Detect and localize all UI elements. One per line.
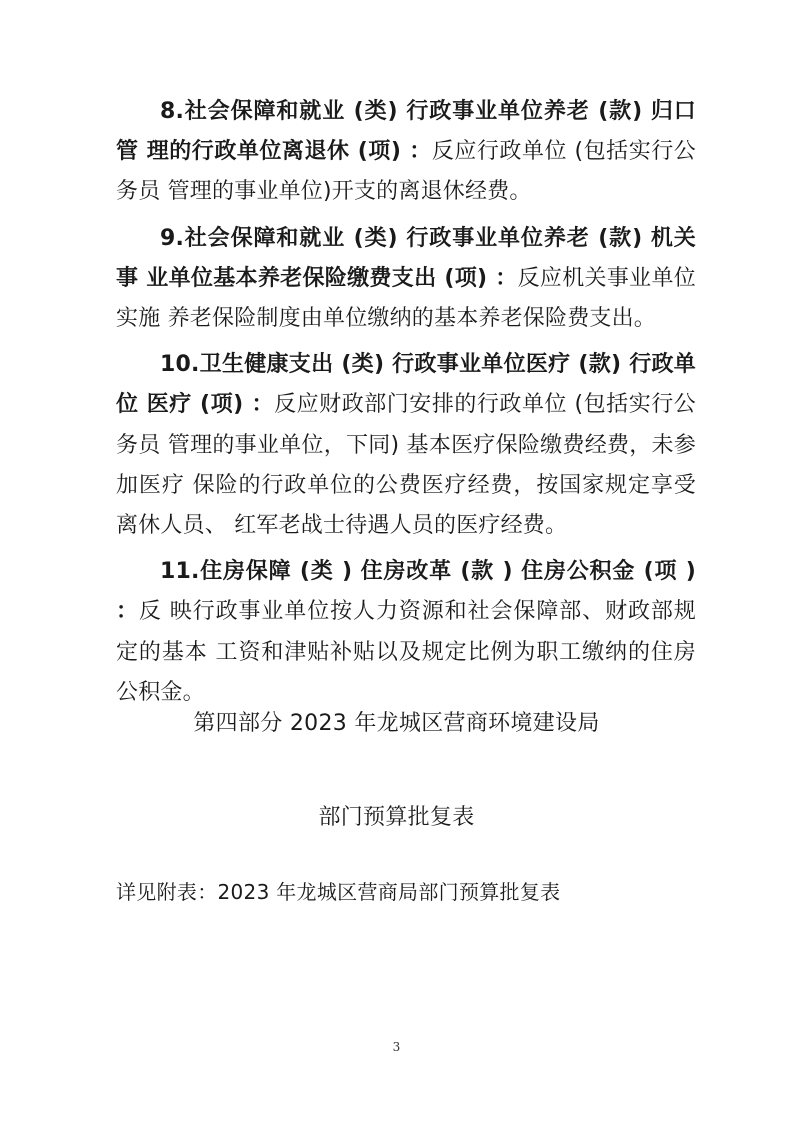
item-9-paragraph <box>116 219 696 340</box>
item-10-paragraph <box>116 345 696 546</box>
item-11-heading: 11.住房保障 (类 ) 住房改革 (款 ) 住房公积金 (项 ) ： <box>116 559 696 625</box>
attachment-note: 详见附表：2023 年龙城区营商局部门预算批复表 <box>116 880 561 904</box>
item-11-body: 反 映行政事业单位按人力资源和社会保障部、财政部规定的基本 工资和津贴补贴以及规定比例为职工缴纳的住房公积金。 <box>116 599 697 705</box>
item-8-body: 反应行政单位 (包括实行公务员 管理的事业单位)开支的离退休经费。 <box>116 139 696 205</box>
item-9-heading: 9.社会保障和就业 (类) 行政事业单位养老 (款) 机关事 业单位基本养老保险缴费支出 (项) ： <box>116 225 696 291</box>
explanation-list <box>116 92 696 719</box>
section-title-line-1: 第四部分 2023 年龙城区营商环境建设局 <box>193 711 600 736</box>
section-title-line-2: 部门预算批复表 <box>318 805 475 830</box>
item-11-paragraph <box>116 552 696 713</box>
item-10-heading: 10.卫生健康支出 (类) 行政事业单位医疗 (款) 行政单位 医疗 (项) ： <box>116 352 696 418</box>
item-8-paragraph <box>116 92 696 213</box>
page-number: 3 <box>392 1040 401 1054</box>
item-8-heading: 8.社会保障和就业 (类) 行政事业单位养老 (款) 归口管 理的行政单位离退休 (项) ： <box>116 99 696 165</box>
item-10-body: 反应财政部门安排的行政单位 (包括实行公务员 管理的事业单位，下同) 基本医疗保险缴费经费，未参加医疗 保险的行政单位的公费医疗经费，按国家规定享受离休人员、 红军老战士待遇人员的医疗经费。 <box>116 392 697 539</box>
item-9-body: 反应机关事业单位实施 养老保险制度由单位缴纳的基本养老保险费支出。 <box>116 265 696 332</box>
